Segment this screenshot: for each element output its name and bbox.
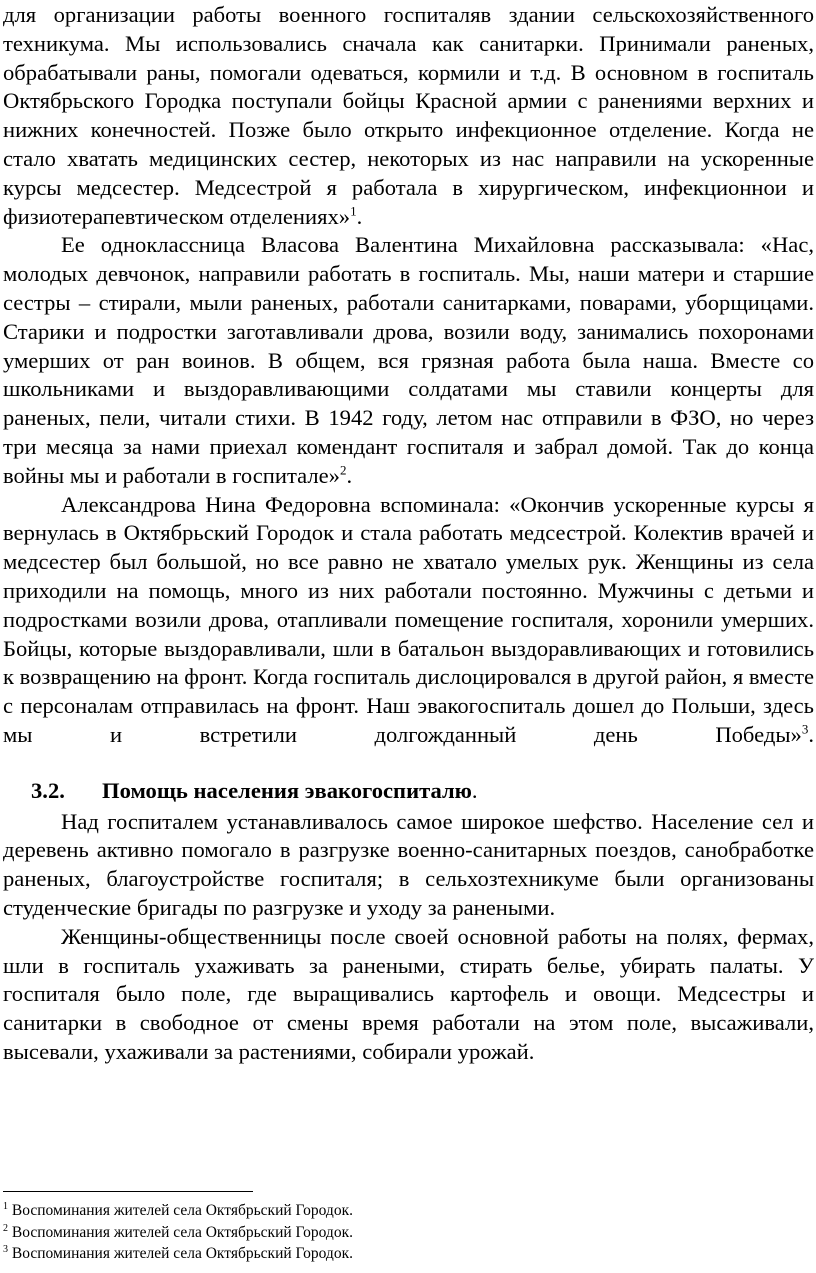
- footnotes: [3, 1191, 814, 1265]
- paragraph-3-tail: .: [808, 721, 814, 747]
- footnote-ref-1: 1: [350, 203, 357, 219]
- body-text: [3, 1, 814, 1067]
- footnote-3: [3, 1243, 814, 1265]
- section-heading: [31, 777, 814, 806]
- footnote-ref-2: 2: [339, 462, 347, 478]
- footnote-2-mark: 2: [3, 1222, 8, 1234]
- section-title-text: Помощь населения эвакогоспиталю: [102, 777, 472, 803]
- footnote-2: [3, 1222, 814, 1244]
- paragraph-2: [3, 231, 814, 490]
- paragraph-2-text: Ее одноклассница Власова Валентина Михайловна рассказывала: «Нас, молодых девчонок, направили работать в госпиталь. Мы, наши матери и старшие сестры – стирали, мыли раненых, работали санитарками, поварами, уборщицами. Старики и подростки заготавливали дрова, возили воду, занимались похоронами умерших от ран воинов. В общем, вся грязная работа была наша. Вместе со школьниками и выздоравливающими солдатами мы ставили концерты для раненых, пели, читали стихи. В 1942 году, летом нас отправили в ФЗО, но через три месяца за нами приехал комендант госпиталя и забрал домой. Так до конца войны мы и работали в госпитале»: [3, 232, 814, 488]
- paragraph-3-text: Александрова Нина Федоровна вспоминала: «Окончив ускоренные курсы я вернулась в Октябрьский Городок и стала работать медсестрой. Колектив врачей и медсестер был большой, но все равно не хватало умелых рук. Женщины из села приходили на помощь, много из них работали постоянно. Мужчины с детьми и подростками возили дрова, отапливали помещение госпиталя, хоронили умерших. Бойцы, которые выздоравливали, шли в батальон выздоравливающих и готовились к возвращению на фронт. Когда госпиталь дислоцировался в другой район, я вместе с персоналам отправилась на фронт. Наш эвакогоспиталь дошел до Польши, здесь мы и встретили долгожданный день Победы»: [3, 491, 814, 747]
- paragraph-1-text: для организации работы военного госпиталяв здании сельскохозяйственного техникума. Мы использовались сначала как санитарки. Принимали раненых, обрабатывали раны, помогали одеваться, кормили и т.д. В основном в госпиталь Октябрьского Городка поступали бойцы Красной армии с ранениями верхних и нижних конечностей. Позже было открыто инфекционное отделение. Когда не стало хватать медицинских сестер, некоторых из нас направили на ускоренные курсы медсестер. Медсестрой я работала в хирургическом, инфекционнои и физиотерапевтическом отделениях»: [3, 2, 814, 229]
- paragraph-1: [3, 1, 814, 231]
- footnote-ref-3: 3: [801, 721, 809, 737]
- footnote-1: [3, 1200, 814, 1222]
- footnote-3-mark: 3: [3, 1243, 8, 1255]
- paragraph-3: [3, 491, 814, 750]
- section-paragraph-2: Женщины-общественницы после своей основной работы на полях, фермах, шли в госпиталь ухаживать за ранеными, стирать белье, убирать палаты. У госпиталя было поле, где выращивались картофель и овощи. Медсестры и санитарки в свободное от смены время работали на этом поле, высаживали, высевали, ухаживали за растениями, собирали урожай.: [3, 923, 814, 1064]
- section-number: 3.2.: [31, 777, 65, 803]
- footnote-1-text: Воспоминания жителей села Октябрьский Городок.: [8, 1202, 353, 1219]
- paragraph-2-tail: .: [346, 462, 353, 488]
- section-title: [102, 777, 478, 806]
- footnote-2-text: Воспоминания жителей села Октябрьский Городок.: [8, 1223, 353, 1241]
- section-title-dot: .: [471, 777, 478, 803]
- section-paragraph-1: Над госпиталем устанавливалось самое широкое шефство. Население сел и деревень активно помогало в разгрузке военно-санитарных поездов, санобработке раненых, благоустройстве госпиталя; в сельхозтехникуме были организованы студенческие бригады по разгрузке и уходу за ранеными.: [3, 808, 814, 920]
- footnote-separator: [3, 1191, 253, 1192]
- footnote-3-text: Воспоминания жителей села Октябрьский Городок.: [8, 1245, 353, 1262]
- paragraph-1-tail: .: [356, 203, 363, 229]
- footnote-1-mark: 1: [3, 1200, 8, 1212]
